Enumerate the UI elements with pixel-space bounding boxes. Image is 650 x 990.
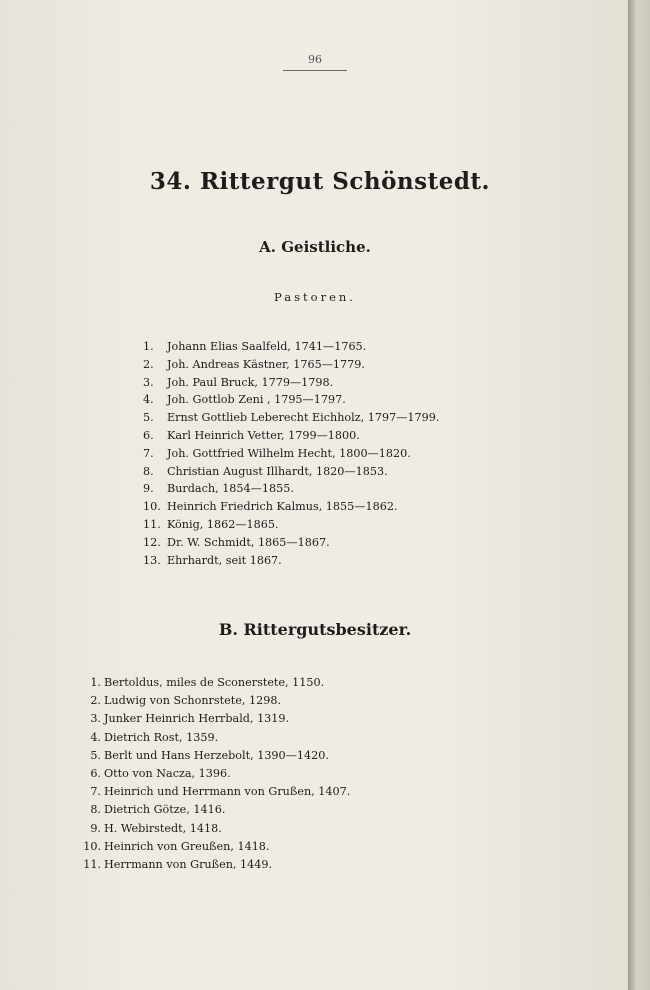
list-item [143, 338, 473, 356]
item-text: Dietrich Rost, 1359. [104, 730, 219, 744]
item-text: Joh. Andreas Kästner, 1765—1779. [167, 357, 365, 371]
item-text: Christian August Illhardt, 1820—1853. [167, 464, 388, 478]
item-number: 10. [143, 500, 161, 514]
item-number: 7. [90, 785, 101, 799]
item-number: 11. [143, 517, 161, 531]
list-item [143, 427, 473, 445]
list-item [143, 534, 473, 552]
list-item [143, 445, 473, 463]
section-b-heading: B. Rittergutsbesitzer. [218, 620, 412, 639]
item-number: 10. [83, 839, 101, 853]
page-number: 96 [308, 53, 322, 66]
list-item [72, 820, 402, 838]
item-text: Herrmann von Grußen, 1449. [104, 857, 273, 871]
item-text: Bertoldus, miles de Sconerstete, 1150. [104, 676, 325, 689]
item-number: 5. [143, 411, 154, 425]
item-number: 2. [143, 357, 154, 371]
list-item [143, 391, 473, 409]
item-text: Heinrich Friedrich Kalmus, 1855—1862. [167, 500, 398, 514]
item-number: 1. [143, 340, 154, 353]
page-number-rule [283, 70, 347, 71]
item-text: Otto von Nacza, 1396. [104, 766, 231, 780]
list-item [143, 409, 473, 427]
item-number: 11. [83, 857, 101, 871]
list-item [72, 710, 402, 728]
item-number: 4. [143, 393, 154, 407]
list-item [72, 856, 402, 874]
item-number: 8. [90, 803, 101, 817]
list-item [72, 765, 402, 783]
list-item [143, 356, 473, 374]
item-number: 12. [143, 535, 161, 549]
item-text: Dr. W. Schmidt, 1865—1867. [167, 535, 330, 549]
item-text: Dietrich Götze, 1416. [104, 803, 226, 817]
item-text: Joh. Gottlob Zeni , 1795—1797. [167, 393, 346, 407]
list-item [72, 801, 402, 819]
list-item [72, 729, 402, 747]
item-text: Berlt und Hans Herzebolt, 1390—1420. [104, 748, 329, 762]
item-number: 1. [90, 676, 101, 689]
pastor-list [143, 338, 473, 569]
item-text: Junker Heinrich Herrbald, 1319. [104, 712, 290, 726]
item-number: 3. [143, 375, 154, 389]
item-text: Ehrhardt, seit 1867. [167, 553, 282, 567]
item-text: Johann Elias Saalfeld, 1741—1765. [167, 340, 367, 353]
item-text: Ludwig von Schonrstete, 1298. [104, 694, 282, 708]
estate-owner-list [72, 674, 402, 874]
list-item [72, 674, 402, 692]
item-text: Joh. Paul Bruck, 1779—1798. [167, 375, 334, 389]
item-number: 3. [90, 712, 101, 726]
item-number: 4. [90, 730, 101, 744]
list-item [143, 498, 473, 516]
list-item [72, 838, 402, 856]
list-item [72, 783, 402, 801]
item-text: Joh. Gottfried Wilhelm Hecht, 1800—1820. [167, 446, 411, 460]
section-a-heading: A. Geistliche. [259, 238, 371, 256]
list-item [143, 552, 473, 570]
next-page-edge [628, 0, 650, 990]
item-text: Ernst Gottlieb Leberecht Eichholz, 1797—1799. [167, 411, 440, 425]
item-number: 6. [143, 428, 154, 442]
item-number: 9. [90, 821, 101, 835]
list-item [143, 516, 473, 534]
item-number: 9. [143, 482, 154, 496]
item-number: 8. [143, 464, 154, 478]
item-number: 7. [143, 446, 154, 460]
list-item [143, 480, 473, 498]
item-text: König, 1862—1865. [167, 517, 279, 531]
item-number: 5. [90, 748, 101, 762]
item-text: Karl Heinrich Vetter, 1799—1800. [167, 428, 360, 442]
item-text: Heinrich und Herrmann von Grußen, 1407. [104, 785, 351, 799]
page-title: 34. Rittergut Schönstedt. [149, 168, 491, 195]
item-number: 2. [90, 694, 101, 708]
list-item [72, 692, 402, 710]
item-text: Burdach, 1854—1855. [167, 482, 294, 496]
item-text: H. Webirstedt, 1418. [104, 821, 222, 835]
list-item [143, 463, 473, 481]
list-item [143, 374, 473, 392]
pastors-subheading: Pastoren. [274, 290, 356, 304]
item-number: 13. [143, 553, 161, 567]
item-number: 6. [90, 766, 101, 780]
list-item [72, 747, 402, 765]
item-text: Heinrich von Greußen, 1418. [104, 839, 270, 853]
